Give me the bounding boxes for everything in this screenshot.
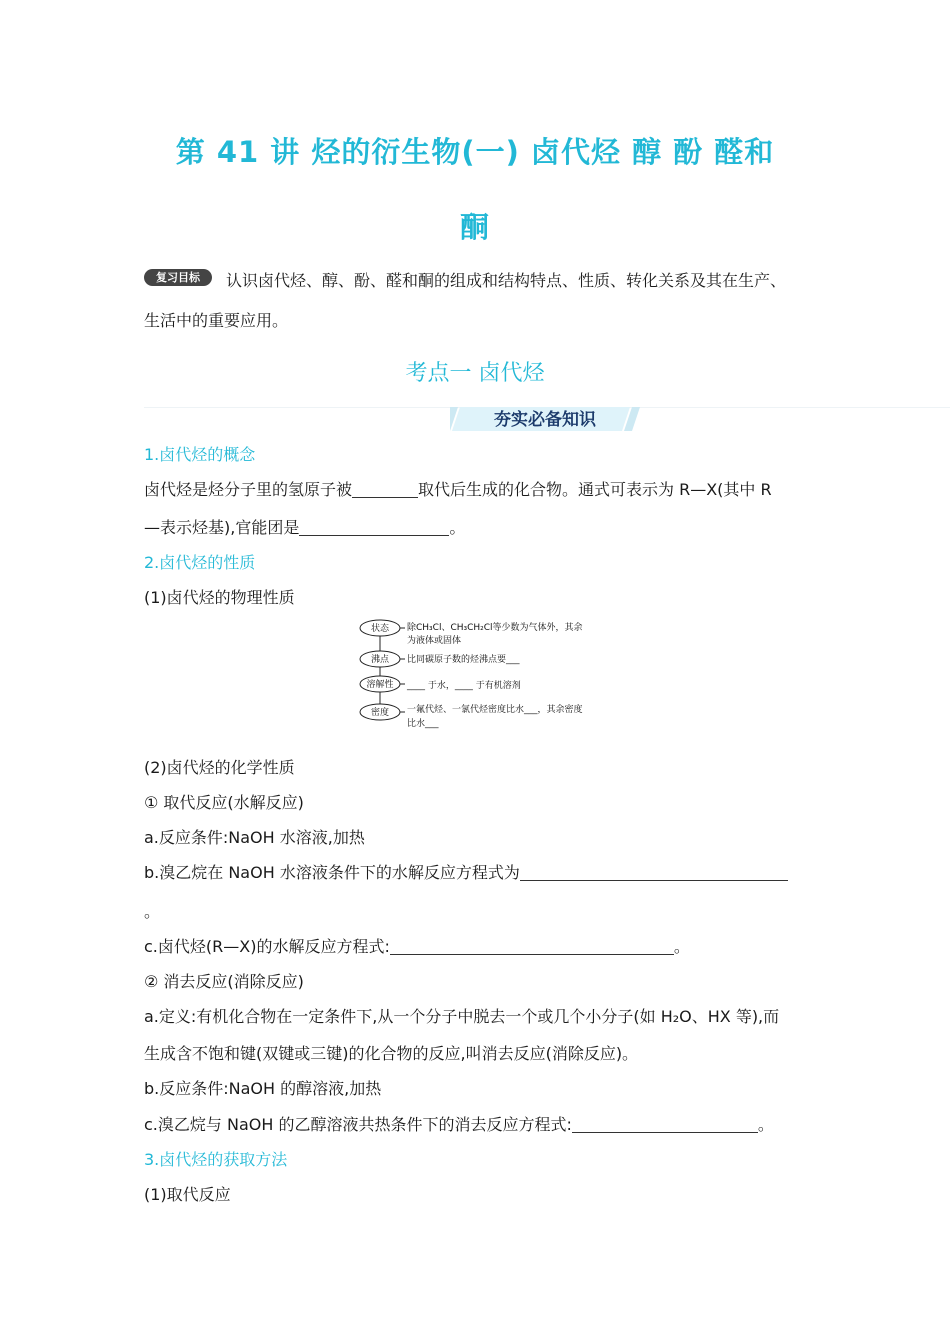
blank-2[interactable] [299, 519, 449, 536]
goal-text-line2: 生活中的重要应用。 [144, 311, 289, 330]
section-heading: 考点一 卤代烃 [405, 361, 545, 386]
substitution-equation-general: c.卤代烃(R—X)的水解反应方程式: 。 [144, 937, 690, 956]
heading-properties: 2.卤代烃的性质 [144, 553, 256, 572]
goal-text-line1: 认识卤代烃、醇、酚、醛和酮的组成和结构特点、性质、转化关系及其在生产、 [226, 271, 787, 290]
text-state-1: 除CH₃Cl、CH₃CH₂Cl等少数为气体外，其余 [407, 623, 583, 633]
review-goal-badge: 复习目标 [144, 269, 212, 286]
sub-physical: (1)卤代烃的物理性质 [144, 588, 295, 607]
text-state-2: 为液体或固体 [407, 636, 462, 646]
substitution-equation-ethyl: b.溴乙烷在 NaOH 水溶液条件下的水解反应方程式为 [144, 863, 788, 883]
physical-property-diagram [355, 614, 600, 734]
blank-5[interactable] [572, 1116, 758, 1133]
node-boiling: 沸点 [370, 655, 390, 665]
heading-preparation: 3.卤代烃的获取方法 [144, 1150, 288, 1169]
substitution-condition: a.反应条件:NaOH 水溶液,加热 [144, 828, 365, 847]
page-title-line2: 酮 [459, 210, 490, 244]
blank-1[interactable] [352, 481, 418, 498]
para-concept-1: 卤代烃是烃分子里的氢原子被 取代后生成的化合物。通式可表示为 R—X(其中 R [144, 480, 772, 499]
elimination-def-2: 生成含不饱和键(双键或三键)的化合物的反应,叫消去反应(消除反应)。 [144, 1044, 639, 1063]
para-concept-2: —表示烃基),官能团是 。 [144, 518, 466, 537]
node-state: 状态 [370, 624, 390, 634]
node-density: 密度 [370, 708, 390, 718]
elimination-equation: c.溴乙烷与 NaOH 的乙醇溶液共热条件下的消去反应方程式: 。 [144, 1115, 774, 1134]
sub-preparation-substitution: (1)取代反应 [144, 1185, 231, 1204]
banner-text: 夯实必备知识 [494, 410, 596, 430]
reaction-substitution: ① 取代反应(水解反应) [144, 793, 304, 812]
node-solubility: 溶解性 [366, 680, 394, 690]
text-solubility: ____ 于水，____ 于有机溶剂 [407, 681, 521, 691]
period-1: 。 [144, 902, 161, 921]
blank-3[interactable] [520, 864, 788, 881]
elimination-def-1: a.定义:有机化合物在一定条件下,从一个分子中脱去一个或几个小分子(如 H₂O、HX 等),而 [144, 1007, 780, 1026]
text-density-2: 比水___ [407, 719, 439, 729]
blank-4[interactable] [390, 938, 674, 955]
text-density-1: 一氟代烃、一氯代烃密度比水___，其余密度 [407, 705, 583, 715]
page-title-line1: 第 41 讲 烃的衍生物(一) 卤代烃 醇 酚 醛和 [175, 135, 775, 169]
sub-chemical: (2)卤代烃的化学性质 [144, 758, 295, 777]
heading-concept: 1.卤代烃的概念 [144, 445, 256, 464]
knowledge-banner [450, 405, 640, 433]
reaction-elimination: ② 消去反应(消除反应) [144, 972, 304, 991]
text-boiling: 比同碳原子数的烃沸点要___ [407, 655, 520, 665]
elimination-condition: b.反应条件:NaOH 的醇溶液,加热 [144, 1079, 382, 1098]
